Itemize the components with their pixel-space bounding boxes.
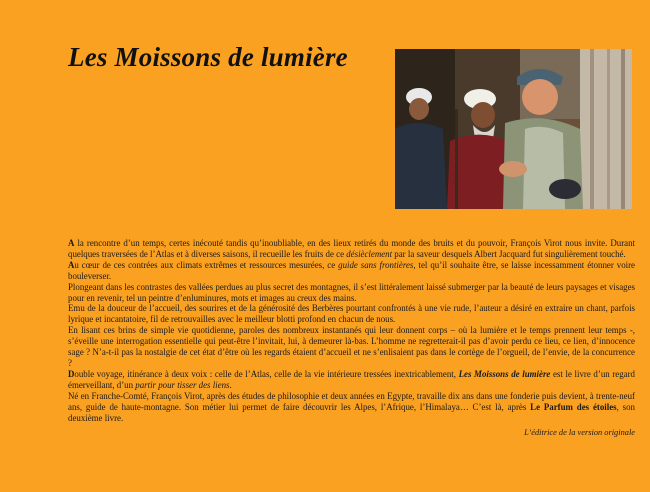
body-text xyxy=(68,238,635,439)
paragraph: Au cœur de ces contrées aux climats extrêmes et ressources mesurées, ce guide sans frontières, tel qu’il souhaite être, se laisse incessamment étonner voire bouleverser. xyxy=(68,259,635,281)
paragraph: Emu de la douceur de l’accueil, des sourires et de la générosité des Berbères pourtant confrontés à une vie rude, l’auteur a désiré en extraire un chant, parfois lyrique et incantatoire, fil de retrouvailles avec le meilleur blotti profond en chacun de nous. xyxy=(68,303,635,325)
paragraph: Double voyage, itinérance à deux voix : celle de l’Atlas, celle de la vie intérieure tressées inextricablement, Les Moissons de lumière est le livre d’un regard émerveillant, d’un partir pour tisser des liens. xyxy=(68,368,635,390)
paragraph: Né en Franche-Comté, François Virot, après des études de philosophie et deux années en Egypte, travaille dix ans dans une fonderie puis devient, à trente-neuf ans, guide de haute-montagne. Son métier lui permet de faire découvrir les Alpes, l’Afrique, l’Himalaya… C’est là, après Le Parfum des étoiles, son deuxième livre. xyxy=(68,390,635,423)
cover-photo xyxy=(395,49,632,209)
paragraph: Plongeant dans les contrastes des vallées perdues au plus secret des montagnes, il s’est littéralement laissé submerger par la beauté de leurs paysages et visages pour en revenir, tel un peintre d’enluminures, mots et images au creux des mains. xyxy=(68,281,635,303)
paragraph: A la rencontre d’un temps, certes inécouté tandis qu’inoubliable, en des lieux retirés du monde des bruits et du pouvoir, François Virot nous invite. Durant quelques traversées de l’Atlas et à diverses saisons, il recueille les fruits de ce désièclement par la saveur desquels Albert Jacquard fut singulièrement touché. xyxy=(68,238,635,259)
paragraph: En lisant ces brins de simple vie quotidienne, paroles des nombreux instantanés qui leur donnent corps – où la lumière et le temps prennent leur temps -, s’éveille une interrogation essentielle qui peut-être l’invitait, lui, à demeurer là-bas. L’homme ne regretterait-il pas d’avoir perdu ce lieu, ce lien, d’innocence sage ? N’a-t-il pas la nostalgie de cet état d’être où les regards étaient d’accueil et ne s’enlisaient pas dans le cortège de l’orgueil, de l’envie, de la concurrence ? xyxy=(68,325,635,368)
page-title: Les Moissons de lumière xyxy=(68,42,348,72)
signature: L’éditrice de la version originale xyxy=(524,428,635,438)
